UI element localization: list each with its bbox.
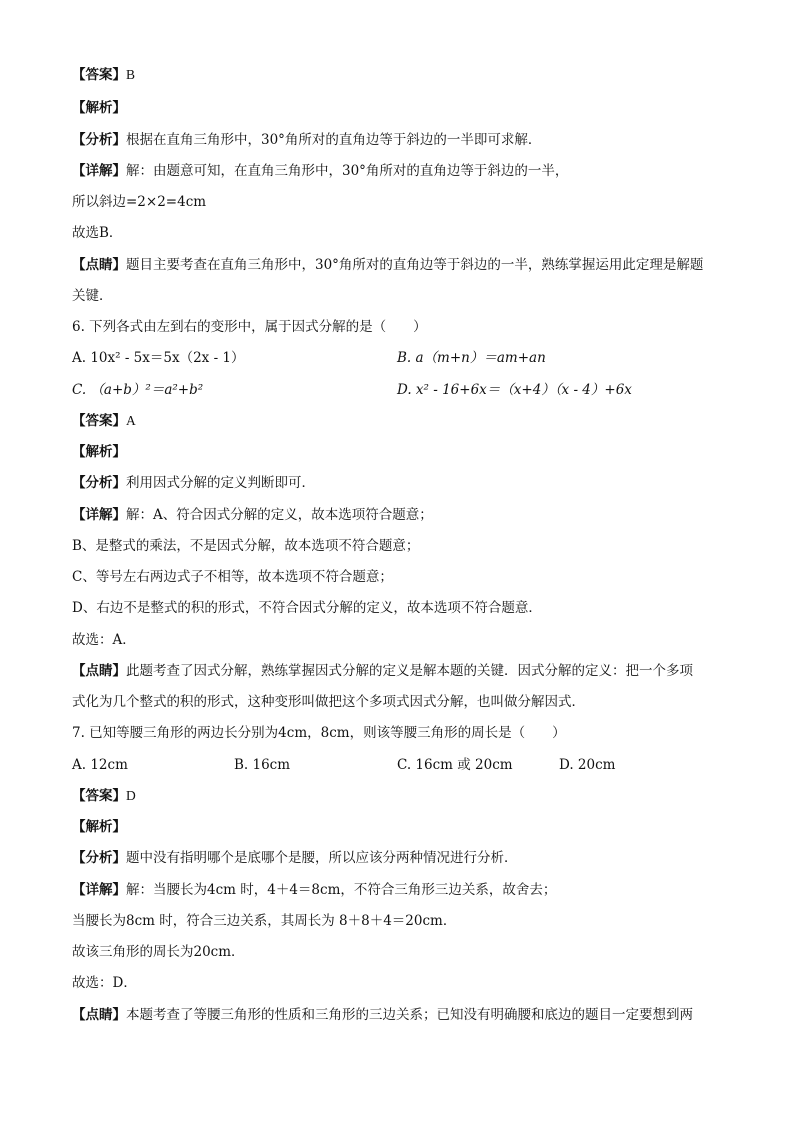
xiangjie-line <box>72 505 746 525</box>
analysis-tag: 【解析】 <box>72 100 126 116</box>
xiangjie-tag: 【详解】 <box>72 163 126 179</box>
fenxi-line <box>72 130 746 150</box>
question-7-stem: 7. 已知等腰三角形的两边长分别为4cm，8cm，则该等腰三角形的周长是（ ） <box>72 725 566 741</box>
solution-line: 当腰长为8cm 时，符合三边关系，其周长为 8＋8＋4＝20cm． <box>72 913 457 929</box>
q6-option-a: A. 10x² - 5x＝5x（2x - 1） <box>72 350 245 366</box>
choose-line: 故选：A． <box>72 632 136 648</box>
fenxi-line <box>72 473 746 493</box>
question-6-stem: 6. 下列各式由左到右的变形中，属于因式分解的是（ ） <box>72 319 427 335</box>
q7-option-c: C. 16cm 或 20cm <box>397 757 513 773</box>
dianjing-line <box>72 1005 746 1025</box>
analysis-heading <box>72 817 746 837</box>
analysis-heading <box>72 98 746 118</box>
xiangjie-text: 解：由题意可知，在直角三角形中，30°角所对的直角边等于斜边的一半， <box>126 163 569 179</box>
solution-line-c: C、等号左右两边式子不相等，故本选项不符合题意； <box>72 569 393 585</box>
q7-option-b: B. 16cm <box>234 757 291 773</box>
dianjing-continuation: 式化为几个整式的积的形式，这种变形叫做把这个多项式因式分解，也叫做分解因式． <box>72 694 585 710</box>
xiangjie-text: 解：当腰长为4cm 时，4＋4＝8cm，不符合三角形三边关系，故舍去； <box>126 882 557 898</box>
dianjing-continuation: 关键． <box>72 288 113 304</box>
q7-option-a: A. 12cm <box>72 757 128 773</box>
solution-line-d: D、右边不是整式的积的形式，不符合因式分解的定义，故本选项不符合题意． <box>72 600 542 616</box>
dianjing-line <box>72 255 746 275</box>
xiangjie-tag: 【详解】 <box>72 882 126 898</box>
dianjing-text: 题目主要考查在直角三角形中，30°角所对的直角边等于斜边的一半，熟练掌握运用此定理是解题 <box>126 257 704 273</box>
q6-option-d: D. x² - 16+6x＝（x+4）（x - 4）+6x <box>397 382 632 398</box>
fenxi-tag: 【分析】 <box>72 475 126 491</box>
xiangjie-tag: 【详解】 <box>72 507 126 523</box>
solution-line-b: B、是整式的乘法，不是因式分解，故本选项不符合题意； <box>72 538 420 554</box>
fenxi-text: 利用因式分解的定义判断即可． <box>126 475 315 491</box>
q6-option-c: C. （a+b）²＝a²+b² <box>72 382 204 398</box>
xiangjie-line <box>72 880 746 900</box>
dianjing-line <box>72 661 746 681</box>
choose-line: 故选B． <box>72 225 123 241</box>
answer-line <box>72 786 746 806</box>
choose-line: 故选：D． <box>72 975 137 991</box>
analysis-heading <box>72 442 746 462</box>
xiangjie-line <box>72 161 746 181</box>
answer-line <box>72 411 746 431</box>
dianjing-text: 本题考查了等腰三角形的性质和三角形的三边关系；已知没有明确腰和底边的题目一定要想到两 <box>126 1007 693 1023</box>
solution-line: 故该三角形的周长为20cm． <box>72 944 245 960</box>
fenxi-text: 根据在直角三角形中，30°角所对的直角边等于斜边的一半即可求解． <box>126 132 542 148</box>
xiangjie-text: 解：A、符合因式分解的定义，故本选项符合题意； <box>126 507 433 523</box>
q7-option-d: D. 20cm <box>559 757 616 773</box>
answer-value: A <box>126 413 136 428</box>
answer-line <box>72 65 746 85</box>
dianjing-tag: 【点睛】 <box>72 663 126 679</box>
fenxi-tag: 【分析】 <box>72 850 126 866</box>
dianjing-text: 此题考查了因式分解，熟练掌握因式分解的定义是解本题的关键．因式分解的定义：把一个多项 <box>126 663 693 679</box>
fenxi-text: 题中没有指明哪个是底哪个是腰，所以应该分两种情况进行分析． <box>126 850 518 866</box>
dianjing-tag: 【点睛】 <box>72 1007 126 1023</box>
dianjing-tag: 【点睛】 <box>72 257 126 273</box>
answer-tag: 【答案】 <box>72 788 126 804</box>
answer-value: B <box>126 67 136 82</box>
fenxi-line <box>72 848 746 868</box>
solution-line: 所以斜边=2×2=4cm <box>72 194 207 210</box>
analysis-tag: 【解析】 <box>72 444 126 460</box>
answer-tag: 【答案】 <box>72 413 126 429</box>
answer-tag: 【答案】 <box>72 67 126 83</box>
fenxi-tag: 【分析】 <box>72 132 126 148</box>
answer-value: D <box>126 788 136 803</box>
q6-option-b: B. a（m+n）＝am+an <box>397 350 546 366</box>
analysis-tag: 【解析】 <box>72 819 126 835</box>
